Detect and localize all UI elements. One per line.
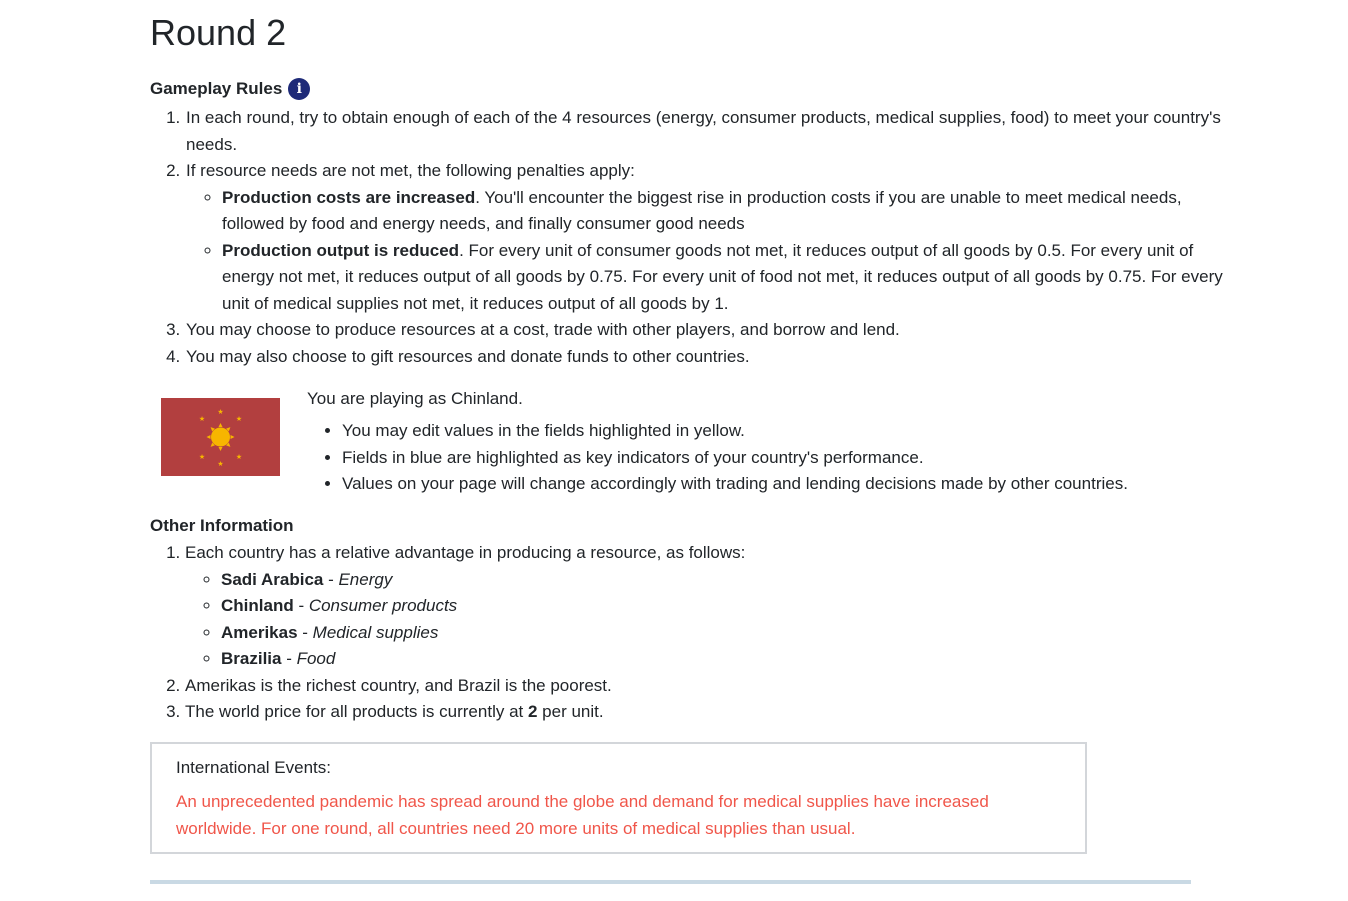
advantage-item (221, 620, 1226, 647)
advantage-resource: Food (296, 649, 336, 668)
info-text: The world price for all products is currently at (185, 702, 528, 721)
chinland-flag (161, 398, 280, 476)
penalty-item (222, 238, 1226, 318)
advantage-resource: Medical supplies (312, 622, 439, 642)
advantage-item (221, 593, 1226, 620)
advantage-sep: - (293, 596, 309, 615)
country-info-item: • Fields in blue are highlighted as key indicators of your country's performance. (342, 445, 1128, 472)
rule-text: You may also choose to gift resources and donate funds to other countries. (186, 346, 750, 366)
svg-text:★: ★ (217, 460, 224, 468)
other-information-list (150, 540, 1226, 726)
penalty-text: . For every unit of consumer goods not met, it reduces output of all goods by 0.5. For every unit of energy not met, it reduces output of all goods by 0.75. For every unit of food not met, it reduces output of all goods by 0.75. For every unit of medical supplies not met, it reduces output of all goods by 1. (222, 240, 1223, 313)
advantage-resource: Consumer products (308, 596, 458, 615)
playing-as-heading: You are playing as Chinland. (307, 389, 523, 408)
info-item (185, 540, 1226, 673)
svg-text:★: ★ (198, 453, 206, 461)
rule-item (185, 344, 1226, 371)
international-events-box (150, 742, 1087, 854)
advantage-sep: - (297, 622, 313, 642)
rule-item (185, 105, 1226, 158)
advantage-item (221, 646, 1226, 673)
svg-text:★: ★ (235, 453, 243, 461)
rule-text: You may choose to produce resources at a cost, trade with other players, and borrow and lend. (186, 320, 900, 339)
info-text: Amerikas is the richest country, and Brazil is the poorest. (185, 675, 612, 695)
svg-text:★: ★ (217, 408, 224, 416)
advantage-resource: Energy (338, 569, 393, 589)
rule-item (185, 317, 1226, 344)
svg-text:★: ★ (198, 415, 206, 423)
page-title: Round 2 (150, 12, 287, 53)
rule-text: In each round, try to obtain enough of each of the 4 resources (energy, consumer products, medical supplies, food) to meet your country's needs. (186, 108, 1221, 154)
penalty-item (222, 185, 1226, 238)
world-price: 2 (527, 702, 538, 721)
svg-text:★: ★ (235, 415, 243, 423)
country-info-item: • Values on your page will change accordingly with trading and lending decisions made by other countries. (342, 471, 1128, 498)
penalty-title: Production output is reduced (222, 240, 460, 260)
advantage-list (185, 567, 1226, 673)
advantage-sep: - (323, 569, 339, 589)
info-icon[interactable]: i (288, 78, 310, 100)
advantage-country: Sadi Arabica (221, 569, 324, 589)
divider (150, 880, 1191, 884)
other-information-heading: Other Information (150, 516, 294, 535)
penalty-list (186, 185, 1226, 318)
advantage-country: Amerikas (221, 622, 298, 642)
info-item (185, 699, 1226, 726)
advantage-country: Chinland (221, 596, 294, 615)
gameplay-rules-heading (150, 78, 310, 100)
playing-as-block (307, 386, 1128, 498)
advantage-country: Brazilia (221, 649, 282, 668)
info-item (185, 673, 1226, 700)
gameplay-rules-label: Gameplay Rules (150, 79, 283, 98)
rule-text: If resource needs are not met, the following penalties apply: (186, 161, 635, 180)
country-info-item: • You may edit values in the fields highlighted in yellow. (342, 418, 1128, 445)
info-text: Each country has a relative advantage in producing a resource, as follows: (185, 543, 746, 562)
gameplay-rules-list (150, 105, 1226, 370)
country-info-list (307, 418, 1128, 498)
info-text: per unit. (537, 702, 604, 721)
advantage-sep: - (281, 649, 297, 668)
penalty-text: . You'll encounter the biggest rise in production costs if you are unable to meet medical needs, followed by food and energy needs, and finally consumer good needs (222, 187, 1182, 233)
events-text: An unprecedented pandemic has spread around the globe and demand for medical supplies have increased worldwide. For one round, all countries need 20 more units of medical supplies than usual. (176, 792, 989, 838)
events-heading: International Events: (176, 758, 331, 777)
rule-item (185, 158, 1226, 317)
penalty-title: Production costs are increased (222, 187, 476, 207)
advantage-item (221, 567, 1226, 594)
